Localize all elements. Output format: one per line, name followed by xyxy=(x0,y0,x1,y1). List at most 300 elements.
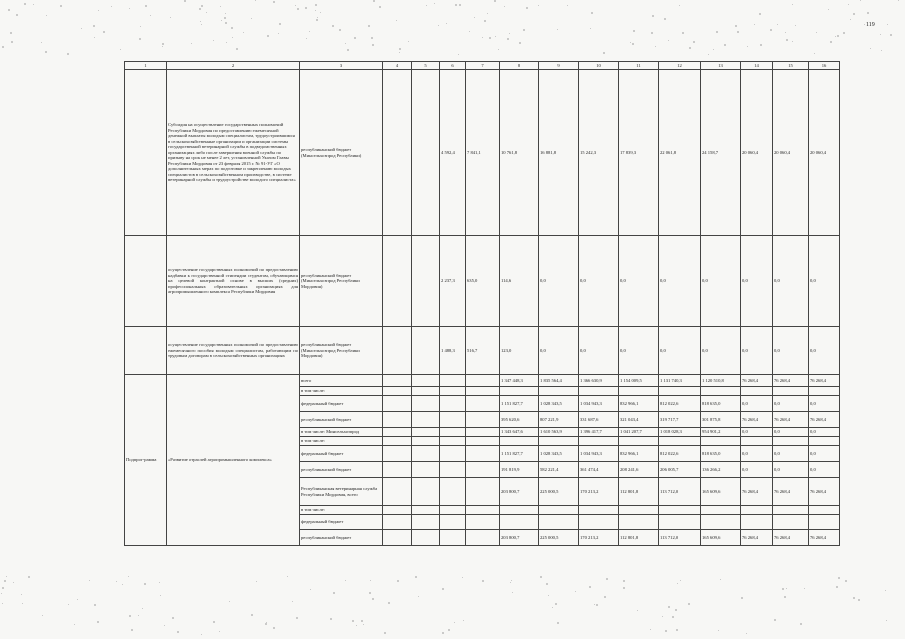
scan-noise xyxy=(800,623,802,625)
scan-noise xyxy=(316,19,318,21)
scan-noise xyxy=(792,4,793,5)
scan-noise xyxy=(784,596,786,598)
scan-noise xyxy=(287,576,288,577)
value-cell xyxy=(539,515,579,530)
scan-noise xyxy=(28,576,30,578)
scan-noise xyxy=(60,5,62,7)
value-cell: 812 022,6 xyxy=(659,396,701,412)
value-cell: 635,0 xyxy=(466,236,500,327)
scan-noise xyxy=(172,617,174,619)
subprogram-section xyxy=(125,375,840,546)
scan-noise xyxy=(770,29,772,31)
scan-noise xyxy=(2,46,4,48)
scan-noise xyxy=(498,49,499,50)
value-cell: 20 060,4 xyxy=(741,70,773,236)
scan-noise xyxy=(320,12,321,13)
scan-noise xyxy=(746,633,747,634)
scan-noise xyxy=(139,38,141,40)
value-cell: 165 609,6 xyxy=(701,530,741,546)
scan-noise xyxy=(484,20,486,22)
value-cell: 0,0 xyxy=(773,327,809,375)
scan-noise xyxy=(77,599,78,600)
scan-noise xyxy=(434,3,435,4)
scan-noise xyxy=(345,580,346,581)
scan-noise xyxy=(510,582,511,583)
scan-noise xyxy=(555,603,557,605)
value-cell: 15 242,3 xyxy=(579,70,619,236)
scan-noise xyxy=(442,588,444,590)
value-cell: 818 635,0 xyxy=(701,446,741,462)
scan-noise xyxy=(680,580,681,581)
scan-noise xyxy=(4,580,6,582)
scan-noise xyxy=(804,588,805,589)
value-cell: 0,0 xyxy=(741,396,773,412)
value-cell: 7 841,1 xyxy=(466,70,500,236)
scan-noise xyxy=(679,5,680,6)
scan-noise xyxy=(347,49,349,51)
value-cell xyxy=(773,387,809,396)
scan-noise xyxy=(221,20,222,21)
value-cell xyxy=(619,387,659,396)
scan-noise xyxy=(482,37,483,38)
scan-noise xyxy=(220,6,221,7)
value-cell: 1 488,3 xyxy=(440,327,466,375)
scan-noise xyxy=(199,8,201,10)
scan-noise xyxy=(201,24,202,25)
table-row xyxy=(125,327,840,375)
scan-noise xyxy=(713,49,714,50)
scan-noise xyxy=(330,618,332,620)
scan-noise xyxy=(236,48,238,50)
scan-noise xyxy=(379,6,381,8)
scan-noise xyxy=(843,32,845,34)
scan-noise xyxy=(243,32,244,33)
value-cell: 0,0 xyxy=(659,236,701,327)
value-cell xyxy=(659,387,701,396)
header-cell: 15 xyxy=(773,62,809,70)
scan-noise xyxy=(747,46,748,47)
value-cell: 0,0 xyxy=(809,462,840,478)
value-cell xyxy=(741,437,773,446)
value-cell xyxy=(701,387,741,396)
scan-noise xyxy=(46,15,47,16)
header-cell: 13 xyxy=(701,62,741,70)
value-cell: 832 966,1 xyxy=(619,446,659,462)
subprogram-label: Подпрог-рамма xyxy=(125,375,167,546)
value-cell: 1 028 343,5 xyxy=(539,396,579,412)
scan-noise xyxy=(509,33,510,34)
value-cell: 0,0 xyxy=(619,236,659,327)
scan-noise xyxy=(676,629,678,631)
scan-noise xyxy=(97,621,99,623)
funding-source-label: в том числе: xyxy=(300,506,383,515)
scan-noise xyxy=(388,602,390,604)
value-cell: 0,0 xyxy=(773,428,809,437)
value-cell xyxy=(539,387,579,396)
value-cell: 0,0 xyxy=(741,428,773,437)
value-cell: 0,0 xyxy=(579,236,619,327)
header-cell: 12 xyxy=(659,62,701,70)
measure-name: Субсидия на осуществление государственных полномочий Республики Мордовия по предоставлению ежемесячной денежной выплаты молодым специалистам, трудоустроившимся в сельскохозяйственные организации и организации системы государственной ветеринарной службы в подведомственных организациях либо после завершения военной службы по призыву на срок не менее 2 лет, установленной Указом Главы Республики Мордовия от 23 февраля 2015 г. № 91-УГ «О дополнительных мерах по подготовке и закреплению молодых специалистов в сельскохозяйственном производстве, в системе ветеринарной службы и трудоустройстве молодого специалиста» xyxy=(167,70,300,236)
scan-noise xyxy=(458,54,459,55)
scan-noise xyxy=(162,46,163,47)
value-cell: 321 043,4 xyxy=(619,412,659,428)
scan-noise xyxy=(356,625,357,626)
header-cell: 5 xyxy=(412,62,440,70)
scan-noise xyxy=(408,41,409,42)
scan-noise xyxy=(606,578,608,580)
table-row xyxy=(125,375,840,387)
value-cell xyxy=(579,515,619,530)
scan-noise xyxy=(74,624,75,625)
scan-noise xyxy=(33,4,34,5)
header-cell: 16 xyxy=(809,62,840,70)
value-cell: 1 151 827,7 xyxy=(500,446,539,462)
funding-source-label: Республиканская ветеринарная служба Республики Мордовия, всего xyxy=(300,478,383,506)
scan-noise xyxy=(540,576,542,578)
value-cell: 165 609,6 xyxy=(701,478,741,506)
scan-noise xyxy=(2,603,3,604)
page-number: 119 xyxy=(866,22,875,28)
executor-cell: республиканский бюджет (Минсельхозпрод Республики Мордовия) xyxy=(300,236,383,327)
scan-noise xyxy=(735,25,737,27)
scan-noise xyxy=(160,595,161,596)
scan-noise xyxy=(785,32,786,33)
value-cell: 0,0 xyxy=(809,327,840,375)
scan-noise xyxy=(494,0,496,2)
scan-noise xyxy=(418,596,419,597)
value-cell: 76 268,4 xyxy=(809,530,840,546)
value-cell: 206 005,7 xyxy=(659,462,701,478)
scan-noise xyxy=(131,629,133,631)
scan-noise xyxy=(129,8,130,9)
scan-noise xyxy=(16,14,18,16)
value-cell: 76 268,4 xyxy=(773,530,809,546)
scan-noise xyxy=(24,3,26,5)
scan-noise xyxy=(354,37,356,39)
scan-noise xyxy=(623,580,625,582)
value-cell xyxy=(773,506,809,515)
scan-noise xyxy=(2,587,4,589)
scan-noise xyxy=(273,1,275,3)
scan-noise xyxy=(538,5,539,6)
value-cell: 0,0 xyxy=(741,462,773,478)
scan-noise xyxy=(718,630,719,631)
scan-noise xyxy=(415,576,417,578)
scan-noise xyxy=(596,604,598,606)
header-cell: 7 xyxy=(466,62,500,70)
value-cell: 331 687,6 xyxy=(579,412,619,428)
scan-noise xyxy=(454,622,455,623)
scan-noise xyxy=(552,607,553,608)
scan-noise xyxy=(279,23,281,25)
value-cell xyxy=(809,387,840,396)
scan-noise xyxy=(317,17,318,18)
scan-noise xyxy=(603,52,605,54)
table-row xyxy=(125,236,840,327)
funding-source-label: в том числе: xyxy=(300,437,383,446)
scan-noise xyxy=(693,41,695,43)
value-cell: 1 034 943,3 xyxy=(579,446,619,462)
scan-noise xyxy=(177,631,179,633)
value-cell: 4 592,4 xyxy=(440,70,466,236)
scan-noise xyxy=(278,33,279,34)
value-cell xyxy=(809,515,840,530)
value-cell: 1 610 563,9 xyxy=(539,428,579,437)
scan-noise xyxy=(737,31,739,33)
funding-source-label: федеральный бюджет xyxy=(300,515,383,530)
scan-noise xyxy=(655,46,656,47)
value-cell xyxy=(500,506,539,515)
scan-noise xyxy=(814,53,815,54)
value-cell: 136 266,2 xyxy=(701,462,741,478)
scan-noise xyxy=(256,581,257,582)
scan-noise xyxy=(446,23,447,24)
scan-noise xyxy=(459,4,461,6)
scan-noise xyxy=(708,54,709,55)
scan-noise xyxy=(98,10,99,11)
scan-noise xyxy=(213,40,214,41)
scan-noise xyxy=(557,29,558,30)
value-cell xyxy=(701,515,741,530)
value-cell: 10 761,8 xyxy=(500,70,539,236)
value-cell xyxy=(579,387,619,396)
value-cell xyxy=(500,387,539,396)
value-cell: 1 835 564,4 xyxy=(539,375,579,387)
scan-noise xyxy=(111,6,112,7)
scan-noise xyxy=(292,601,293,602)
scan-noise xyxy=(399,52,400,53)
scan-noise xyxy=(399,48,401,50)
scan-noise xyxy=(6,576,7,577)
header-cell: 10 xyxy=(579,62,619,70)
scan-noise xyxy=(590,28,591,29)
scan-noise xyxy=(716,31,718,33)
value-cell: 76 268,4 xyxy=(773,375,809,387)
value-cell: 76 268,4 xyxy=(741,478,773,506)
value-cell: 301 875,8 xyxy=(701,412,741,428)
executor-cell: республиканский бюджет (Минсельхозпрод Республики) xyxy=(300,70,383,236)
value-cell: 954 901,2 xyxy=(701,428,741,437)
value-cell xyxy=(619,515,659,530)
scan-noise xyxy=(469,31,470,32)
scan-noise xyxy=(310,589,311,590)
scan-noise xyxy=(462,577,463,578)
scan-noise xyxy=(782,588,784,590)
header-cell: 9 xyxy=(539,62,579,70)
scan-noise xyxy=(224,17,226,19)
scan-noise xyxy=(637,610,638,611)
header-cell: 4 xyxy=(383,62,412,70)
scan-noise xyxy=(816,32,817,33)
value-cell: 1 018 028,3 xyxy=(659,428,701,437)
subprogram-name: «Развитие отраслей агропромышленного комплекса» xyxy=(167,375,300,546)
scan-noise xyxy=(786,588,787,589)
scan-noise xyxy=(662,616,663,617)
scan-noise xyxy=(371,37,373,39)
scan-noise xyxy=(103,31,105,33)
value-cell: 170 213,2 xyxy=(579,530,619,546)
scan-noise xyxy=(306,38,307,39)
scan-noise xyxy=(850,19,851,20)
scan-noise xyxy=(297,8,299,10)
scan-noise xyxy=(42,615,43,616)
value-cell: 225 000,5 xyxy=(539,530,579,546)
funding-source-label: федеральный бюджет xyxy=(300,396,383,412)
value-cell xyxy=(809,437,840,446)
scan-noise xyxy=(397,580,399,582)
funding-source-label: федеральный бюджет xyxy=(300,446,383,462)
value-cell: 0,0 xyxy=(701,327,741,375)
value-cell: 20 060,4 xyxy=(809,70,840,236)
scan-noise xyxy=(265,623,267,625)
value-cell: 76 268,4 xyxy=(741,530,773,546)
value-cell: 0,0 xyxy=(701,236,741,327)
scan-noise xyxy=(273,627,275,629)
value-cell: 1 366 630,9 xyxy=(579,375,619,387)
value-cell: 20 060,4 xyxy=(773,70,809,236)
value-cell xyxy=(500,437,539,446)
funding-source-label: республиканский бюджет xyxy=(300,462,383,478)
scan-noise xyxy=(295,5,296,6)
scan-noise xyxy=(495,36,496,37)
funding-source-label: республиканский бюджет xyxy=(300,530,383,546)
scan-noise xyxy=(623,587,625,589)
value-cell: 203 800,7 xyxy=(500,478,539,506)
value-cell: 208 241,6 xyxy=(619,462,659,478)
scan-noise xyxy=(632,43,634,45)
scan-noise xyxy=(184,0,186,2)
value-cell: 395 620,6 xyxy=(500,412,539,428)
scan-noise xyxy=(67,53,69,55)
value-cell: 0,0 xyxy=(773,396,809,412)
scan-noise xyxy=(145,5,147,7)
scan-noise xyxy=(575,591,576,592)
scan-noise xyxy=(567,5,568,6)
value-cell: 1 034 943,3 xyxy=(579,396,619,412)
header-cell: 8 xyxy=(500,62,539,70)
scan-noise xyxy=(664,18,666,20)
value-cell: 0,0 xyxy=(809,396,840,412)
scan-noise xyxy=(373,0,375,2)
scan-noise xyxy=(548,595,549,596)
value-cell: 123,0 xyxy=(500,327,539,375)
value-cell: 319 717,7 xyxy=(659,412,701,428)
value-cell: 1 347 448,3 xyxy=(500,375,539,387)
funding-source-label: в том числе: Минсельхозпрод xyxy=(300,428,383,437)
scan-noise xyxy=(838,577,840,579)
value-cell: 76 268,4 xyxy=(809,478,840,506)
value-cell: 113 712,0 xyxy=(659,478,701,506)
scan-noise xyxy=(251,18,252,19)
scan-noise xyxy=(526,7,528,9)
scan-noise xyxy=(591,12,593,14)
scan-noise xyxy=(463,620,464,621)
value-cell: 1 028 343,5 xyxy=(539,446,579,462)
scan-noise xyxy=(201,5,203,7)
value-cell: 76 268,4 xyxy=(741,375,773,387)
header-cell: 3 xyxy=(300,62,383,70)
header-cell: 1 xyxy=(125,62,167,70)
scan-noise xyxy=(848,4,849,5)
scan-noise xyxy=(426,5,427,6)
value-cell xyxy=(659,515,701,530)
value-cell: 516,7 xyxy=(466,327,500,375)
scan-noise xyxy=(754,24,755,25)
scan-noise xyxy=(720,579,721,580)
scan-noise xyxy=(845,580,847,582)
scan-noise xyxy=(519,42,521,44)
scan-noise xyxy=(384,632,386,634)
scan-noise xyxy=(689,47,691,49)
scan-noise xyxy=(835,36,836,37)
scan-noise xyxy=(504,6,505,7)
value-cell: 1 154 009,5 xyxy=(619,375,659,387)
scan-noise xyxy=(688,603,690,605)
scan-noise xyxy=(305,7,307,9)
value-cell xyxy=(539,437,579,446)
scan-noise xyxy=(232,37,233,38)
scan-noise xyxy=(213,621,215,623)
value-cell: 812 022,6 xyxy=(659,446,701,462)
scan-noise xyxy=(546,583,548,585)
scan-noise xyxy=(150,15,151,16)
scan-noise xyxy=(128,576,129,577)
scan-noise xyxy=(557,622,559,624)
scan-noise xyxy=(860,0,861,1)
scan-noise xyxy=(668,40,669,41)
scan-noise xyxy=(887,24,888,25)
scan-noise xyxy=(594,604,595,605)
value-cell: 832 966,1 xyxy=(619,396,659,412)
value-cell: 112 801,8 xyxy=(619,530,659,546)
scan-noise xyxy=(89,580,90,581)
scan-noise xyxy=(864,24,865,25)
scan-noise xyxy=(93,25,95,27)
scan-noise xyxy=(255,0,256,1)
scan-noise xyxy=(159,582,160,583)
scan-noise xyxy=(898,0,899,1)
value-cell: 0,0 xyxy=(741,446,773,462)
scan-noise xyxy=(81,28,82,29)
scan-noise xyxy=(94,604,96,606)
scan-noise xyxy=(191,43,192,44)
scan-noise xyxy=(867,12,869,14)
value-cell: 225 000,5 xyxy=(539,478,579,506)
scan-noise xyxy=(604,596,606,598)
funding-source-label: в том числе: xyxy=(300,387,383,396)
scan-noise xyxy=(200,21,201,22)
value-cell xyxy=(773,515,809,530)
scan-noise xyxy=(333,592,335,594)
scan-noise xyxy=(633,30,635,32)
scan-noise xyxy=(68,604,69,605)
value-cell: 1 041 207,7 xyxy=(619,428,659,437)
scan-noise xyxy=(372,44,374,46)
scan-noise xyxy=(370,580,371,581)
value-cell: 76 268,4 xyxy=(809,375,840,387)
scan-noise xyxy=(853,13,855,15)
scan-noise xyxy=(120,49,121,50)
scan-noise xyxy=(828,9,829,10)
scan-noise xyxy=(122,584,123,585)
scan-noise xyxy=(309,31,310,32)
scan-noise xyxy=(792,41,793,42)
scan-noise xyxy=(129,615,131,617)
scan-noise xyxy=(267,35,269,37)
value-cell: 0,0 xyxy=(579,327,619,375)
value-cell: 0,0 xyxy=(809,428,840,437)
